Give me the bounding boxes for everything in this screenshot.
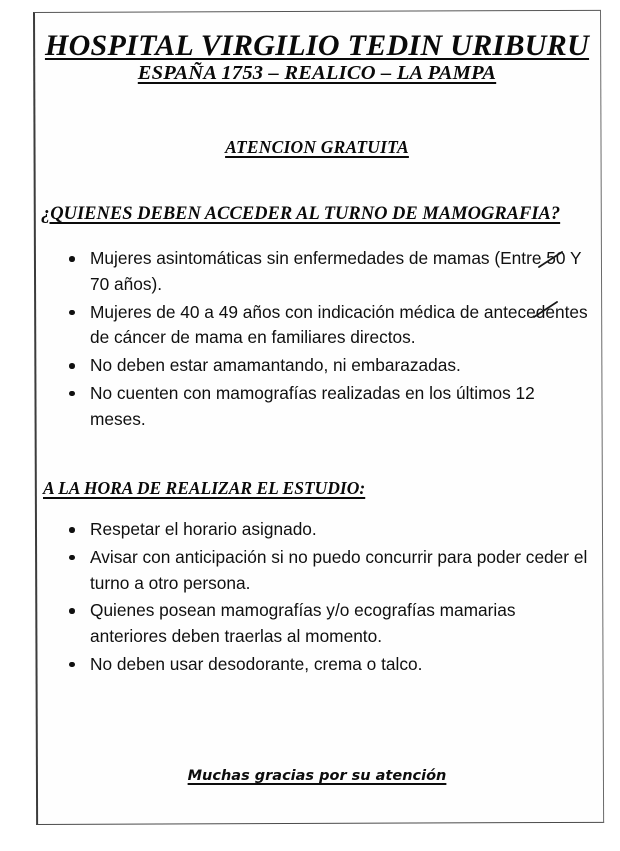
study-instructions-list [68,517,588,680]
list-item-text: Mujeres de 40 a 49 años con indicación médica de antecedentes de cáncer de mama en familiares directos. [90,301,588,348]
free-care-notice: ATENCION GRATUITA [225,137,409,157]
list-item [68,381,588,433]
list-item [68,246,588,298]
list-item-text: Avisar con anticipación si no puedo concurrir para poder ceder el turno a otro persona. [90,546,588,593]
hospital-name-title: HOSPITAL VIRGILIO TEDIN URIBURU [44,29,590,62]
list-item-text: Mujeres asintomáticas sin enfermedades de mamas (Entre 50 Y 70 años). [90,248,582,294]
list-item [68,652,588,678]
eligibility-criteria-list [68,246,588,435]
list-item-text: No deben usar desodorante, crema o talco. [90,653,423,674]
list-item [68,300,588,352]
document-content [33,12,601,825]
list-item [68,545,588,597]
list-item [68,353,588,379]
list-item-text: Respetar el horario asignado. [90,519,317,539]
hospital-address-subtitle: ESPAÑA 1753 – REALICO – LA PAMPA [137,62,497,84]
section-heading-at-the-time-of-study: A LA HORA DE REALIZAR EL ESTUDIO: [43,478,366,498]
list-item [68,517,588,543]
list-item-text: No cuenten con mamografías realizadas en los últimos 12 meses. [90,382,535,429]
list-item [68,598,588,650]
list-item-text: Quienes posean mamografías y/o ecografías mamarias anteriores deben traerlas al momento. [90,600,516,647]
section-heading-who-can-access: ¿QUIENES DEBEN ACCEDER AL TURNO DE MAMOGRAFIA? [41,204,561,224]
thank-you-footer: Muchas gracias por su atención [187,768,447,784]
list-item-text: No deben estar amamantando, ni embarazadas. [90,355,461,376]
